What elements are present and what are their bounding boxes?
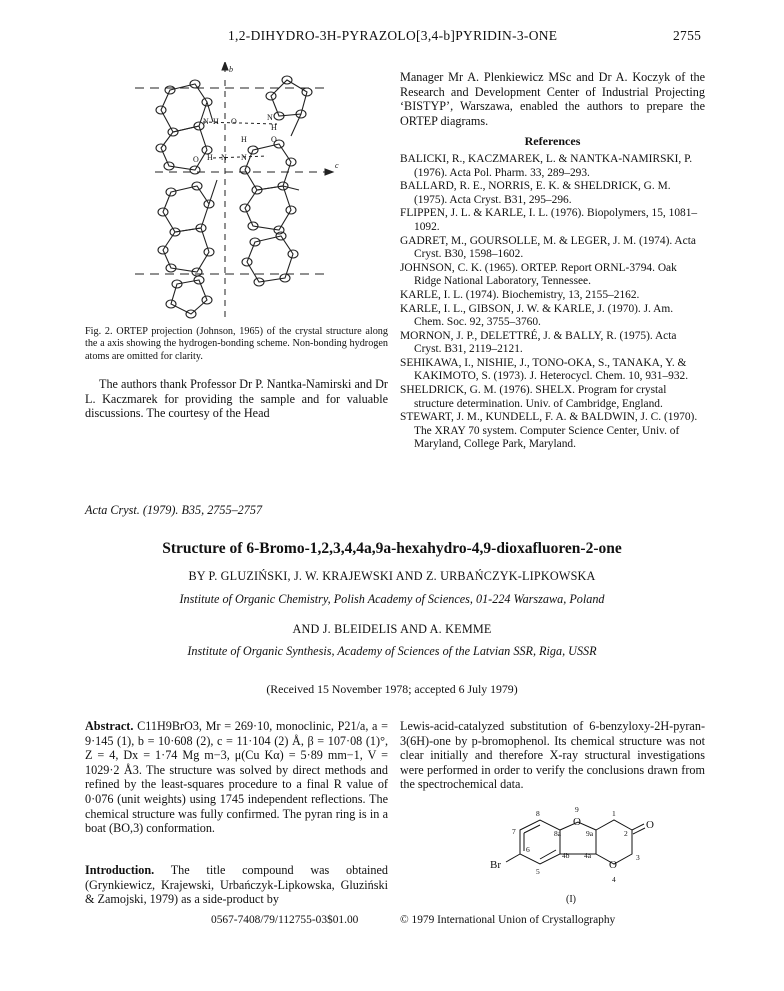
reference-item: SEHIKAWA, I., NISHIE, J., TONO-OKA, S., TANAKA, Y. & KAKIMOTO, S. (1973). J. Heterocycl. Chem. 10, 931–932.	[400, 356, 689, 383]
molecule-ring-1a	[161, 84, 207, 132]
footer-code: 0567-7408/79/112755-03$01.00	[211, 914, 359, 926]
received-dates: (Received 15 November 1978; accepted 6 July 1979)	[266, 682, 518, 696]
atom-label-n: N	[221, 153, 227, 162]
molecule-ring-3a	[245, 144, 291, 190]
locant-8: 8	[536, 809, 540, 818]
atom-label-h: H	[241, 135, 247, 144]
locant-4a: 4a	[584, 851, 592, 860]
reference-item: KARLE, I. L., GIBSON, J. W. & KARLE, J. (1970). J. Am. Chem. Soc. 92, 3755–3760.	[400, 302, 674, 329]
acknowledgement-continuation: Manager Mr A. Plenkiewicz MSc and Dr A. Koczyk of the Research and Development Center of Industrial Projecting ‘BISTYP’, Warszawa, enabled the authors to prepare the ORTEP diagrams.	[400, 70, 705, 128]
abstract-text: C11H9BrO3, Mr = 269·10, monoclinic, P21/a, a = 9·145 (1), b = 10·608 (2), c = 11·104 (2) Å, β = 107·08 (1)°, Z = 4, Dx = 1·74 Mg m−3, μ(Cu Kα) = 5·89 mm−1, V = 1029·2 Å3. The structure was solved by direct methods and refined by the least-squares procedure to a final R value of 0·076 (unit weights) using 1745 independent reflections. The chemical structure was fully confirmed. The pyran ring is in a boat (BO,3) conformation.	[85, 719, 389, 836]
atom-label-n: N	[203, 117, 209, 126]
atom-br: Br	[490, 859, 501, 871]
references-list	[400, 153, 705, 452]
atom-label-n: N	[241, 153, 247, 162]
molecule-ring-6	[171, 280, 207, 314]
page-number: 2755	[673, 28, 702, 43]
additional-authors: AND J. BLEIDELIS AND A. KEMME	[292, 622, 492, 636]
atom-o9: O	[573, 816, 581, 828]
abstract-label: Abstract.	[85, 719, 134, 733]
atom-label-n: N	[267, 113, 273, 122]
axis-c-head	[325, 169, 333, 175]
reference-item: GADRET, M., GOURSOLLE, M. & LEGER, J. M. (1974). Acta Cryst. B30, 1598–1602.	[400, 234, 696, 261]
introduction-text: The title compound was obtained (Grynkiewicz, Krajewski, Urbańczyk-Lipkowska, Gluziński & Zamojski, 1979) as a side-product by	[85, 863, 388, 907]
institution-2: Institute of Organic Synthesis, Academy of Sciences of the Latvian SSR, Riga, USSR	[187, 644, 597, 658]
figure-2-caption: Fig. 2. ORTEP projection (Johnson, 1965) of the crystal structure along the a axis showing the hydrogen-bonding scheme. Non-bonding hydrogen atoms are omitted for clarity.	[85, 326, 388, 362]
references-heading: References	[524, 134, 581, 149]
atom-label-h: H	[271, 123, 277, 132]
introduction	[85, 863, 388, 907]
axis-b-label: b	[229, 65, 233, 74]
structure-label: (I)	[566, 894, 576, 905]
locant-8a: 8a	[554, 829, 562, 838]
locant-7: 7	[512, 827, 516, 836]
reference-item: BALLARD, R. E., NORRIS, E. K. & SHELDRICK, G. M. (1975). Acta Cryst. B31, 295–296.	[400, 180, 671, 206]
locant-3: 3	[636, 853, 640, 862]
introduction-continuation: Lewis-acid-catalyzed substitution of 6-benzyloxy-2H-pyran-3(6H)-one by p-bromophenol. Its chemical structure was not clear initially and therefore X-ray structural investigations were performed in order to verify the conclusions drawn from the spectrochemical data.	[400, 719, 705, 792]
molecule-ring-4b	[163, 228, 209, 272]
institution-1: Institute of Organic Chemistry, Polish Academy of Sciences, 01-224 Warszawa, Poland	[179, 592, 605, 606]
structure-I-diagram	[470, 800, 670, 912]
benzene-ring	[520, 820, 560, 864]
atom-label-o: O	[193, 155, 199, 164]
reference-item: STEWART, J. M., KUNDELL, F. A. & BALDWIN, J. C. (1970). The XRAY 70 system. Computer Science Center, Univ. of Maryland, College Park, Maryland.	[400, 411, 698, 451]
reference-item: BALICKI, R., KACZMAREK, L. & NANTKA-NAMIRSKI, P. (1976). Acta Pol. Pharm. 33, 289–293.	[400, 152, 693, 179]
molecule-ring-5	[247, 236, 293, 282]
citation: Acta Cryst. (1979). B35, 2755–2757	[85, 503, 263, 517]
pyran-ring	[596, 820, 632, 864]
figure-2-ortep-drawing	[95, 62, 385, 322]
axis-c-label: c	[335, 161, 339, 170]
reference-item: JOHNSON, C. K. (1965). ORTEP. Report ORNL-3794. Oak Ridge National Laboratory, Tennessee.	[400, 261, 677, 288]
atom-label-o: O	[231, 117, 237, 126]
reference-item: SHELDRICK, G. M. (1976). SHELX. Program for crystal structure determination. Univ. of Cambridge, England.	[400, 384, 667, 410]
reference-item: KARLE, I. L. (1974). Biochemistry, 13, 2155–2162.	[400, 288, 640, 301]
atom-label-h: H	[213, 117, 219, 126]
molecule-ring-2	[271, 80, 307, 116]
reference-item: MORNON, J. P., DELETTRÉ, J. & BALLY, R. (1975). Acta Cryst. B31, 2119–2121.	[400, 329, 677, 356]
locant-9: 9	[575, 805, 579, 814]
introduction-label: Introduction.	[85, 863, 155, 877]
molecule-ring-4a	[163, 186, 209, 232]
axis-b-head	[222, 62, 228, 70]
locant-1: 1	[612, 809, 616, 818]
atom-label-h: H	[207, 153, 213, 162]
article-title: Structure of 6-Bromo-1,2,3,4,4a,9a-hexahydro-4,9-dioxafluoren-2-one	[162, 540, 622, 557]
locant-4b: 4b	[562, 851, 570, 860]
atom-o-carbonyl: O	[646, 819, 654, 831]
author-byline: BY P. GLUZIŃSKI, J. W. KRAJEWSKI AND Z. URBAŃCZYK-LIPKOWSKA	[188, 569, 596, 583]
molecule-ring-3b	[245, 186, 291, 230]
right-column	[400, 70, 705, 452]
footer-copyright: © 1979 International Union of Crystallography	[400, 914, 616, 926]
abstract	[85, 719, 388, 836]
running-title: 1,2-DIHYDRO-3H-PYRAZOLO[3,4-b]PYRIDIN-3-ONE	[228, 28, 558, 43]
acknowledgement-paragraph: The authors thank Professor Dr P. Nantka-Namirski and Dr L. Kaczmarek for providing the sample and for valuable discussions. The courtesy of the Head	[85, 377, 388, 421]
locant-2: 2	[624, 829, 628, 838]
atom-label-o: O	[271, 135, 277, 144]
locant-5: 5	[536, 867, 540, 876]
locant-6: 6	[526, 845, 530, 854]
reference-item: FLIPPEN, J. L. & KARLE, I. L. (1976). Biopolymers, 15, 1081–1092.	[400, 207, 698, 233]
atom-o4: O	[609, 859, 617, 871]
locant-9a: 9a	[586, 829, 594, 838]
locant-4: 4	[612, 875, 616, 884]
